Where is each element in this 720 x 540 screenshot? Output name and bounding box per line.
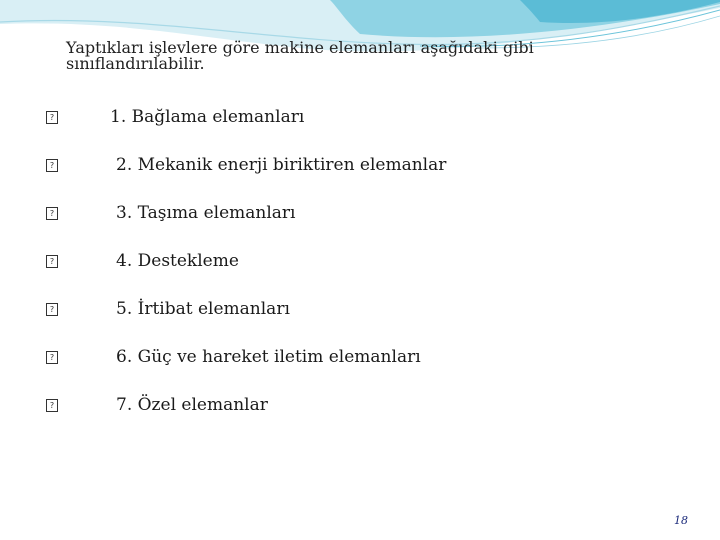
list-item xyxy=(0,105,720,129)
list-item xyxy=(0,297,720,321)
missing-glyph-bullet-icon: ? xyxy=(46,399,58,412)
missing-glyph-bullet-icon: ? xyxy=(46,111,58,124)
missing-glyph-bullet-icon: ? xyxy=(46,351,58,364)
list-item xyxy=(0,345,720,369)
list-item xyxy=(0,153,720,177)
missing-glyph-bullet-icon: ? xyxy=(46,303,58,316)
list-item-label: 5. İrtibat elemanları xyxy=(116,299,290,319)
list-item-label: 3. Taşıma elemanları xyxy=(116,203,296,223)
list-item xyxy=(0,393,720,417)
intro-text: Yaptıkları işlevlere göre makine elemanları aşağıdaki gibi sınıflandırılabilir. xyxy=(66,38,534,73)
missing-glyph-bullet-icon: ? xyxy=(46,255,58,268)
list-item-label: 2. Mekanik enerji biriktiren elemanlar xyxy=(116,155,447,175)
list-item-label: 1. Bağlama elemanları xyxy=(110,107,305,127)
list-item xyxy=(0,201,720,225)
page-number: 18 xyxy=(674,514,688,527)
list-item-label: 4. Destekleme xyxy=(116,251,239,271)
list-item xyxy=(0,249,720,273)
list-item-label: 7. Özel elemanlar xyxy=(116,395,268,415)
missing-glyph-bullet-icon: ? xyxy=(46,159,58,172)
missing-glyph-bullet-icon: ? xyxy=(46,207,58,220)
list-item-label: 6. Güç ve hareket iletim elemanları xyxy=(116,347,421,367)
